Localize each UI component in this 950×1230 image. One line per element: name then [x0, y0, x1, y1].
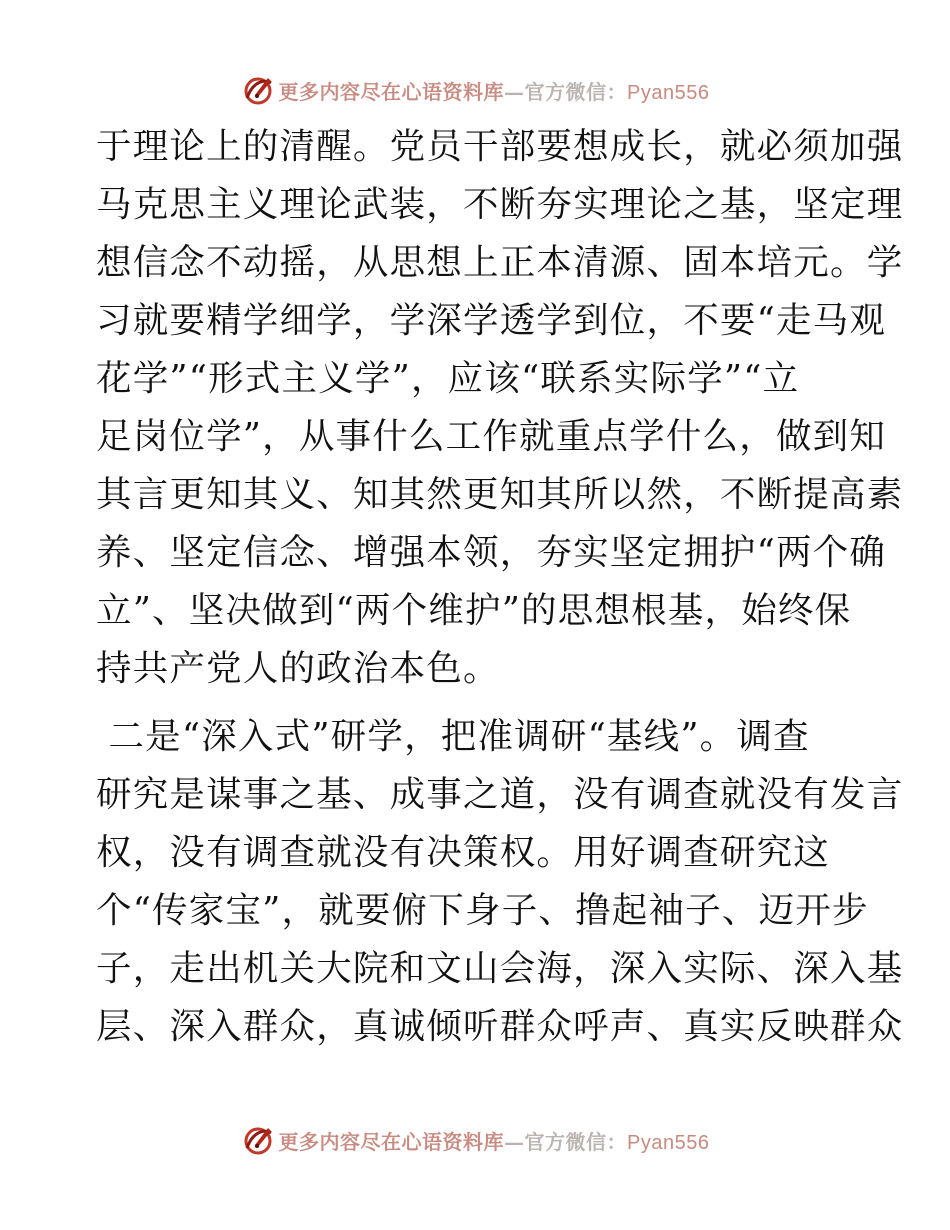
document-body — [96, 118, 904, 1056]
text-line: 马克思主义理论武装，不断夯实理论之基，坚定理 — [96, 184, 904, 225]
text-line: 立”、坚决做到“两个维护”的思想根基，始终保 — [96, 590, 852, 631]
text-line: 其言更知其义、知其然更知其所以然，不断提高素 — [96, 474, 904, 515]
text-line: 持共产党人的政治本色。 — [96, 648, 500, 689]
header-banner-main: 更多内容尽在心语资料库 — [278, 79, 505, 104]
paragraph-2 — [96, 708, 904, 1056]
paragraph-gap — [96, 698, 856, 708]
footer-banner-dash: — — [504, 1129, 525, 1154]
paragraph-1 — [96, 118, 904, 698]
text-line: 权，没有调查就没有决策权。用好调查研究这 — [96, 832, 831, 873]
footer-banner-main: 更多内容尽在心语资料库 — [278, 1129, 505, 1154]
text-line: 研究是谋事之基、成事之道，没有调查就没有发言 — [96, 774, 904, 815]
pen-swirl-logo-icon — [241, 1123, 275, 1157]
text-line: 足岗位学”，从事什么工作就重点学什么，做到知 — [96, 416, 887, 457]
text-line: 花学”“形式主义学”，应该“联系实际学”“立 — [96, 358, 800, 399]
text-line: 个“传家宝”，就要俯下身子、撸起袖子、迈开步 — [96, 890, 869, 931]
footer-banner-account: Pyan556 — [627, 1131, 710, 1154]
text-line: 习就要精学细学，学深学透学到位，不要“走马观 — [96, 300, 887, 341]
header-banner-dash: — — [504, 79, 525, 104]
header-banner-wechat-label: 官方微信： — [524, 79, 628, 104]
text-line: 层、深入群众，真诚倾听群众呼声、真实反映群众 — [96, 1006, 904, 1047]
text-line: 二是“深入式”研学，把准调研“基线”。调查 — [96, 716, 810, 757]
header-banner-text — [279, 76, 710, 105]
text-line: 于理论上的清醒。党员干部要想成长，就必须加强 — [96, 126, 904, 167]
footer-banner-wechat-label: 官方微信： — [524, 1129, 628, 1154]
text-line: 养、坚定信念、增强本领，夯实坚定拥护“两个确 — [96, 532, 887, 573]
footer-banner-text — [279, 1126, 710, 1155]
header-banner — [0, 70, 950, 110]
text-line: 想信念不动摇，从思想上正本清源、固本培元。学 — [96, 242, 904, 283]
text-line: 子，走出机关大院和文山会海，深入实际、深入基 — [96, 948, 904, 989]
header-banner-account: Pyan556 — [627, 81, 710, 104]
footer-banner — [0, 1120, 950, 1160]
pen-swirl-logo-icon — [241, 73, 275, 107]
